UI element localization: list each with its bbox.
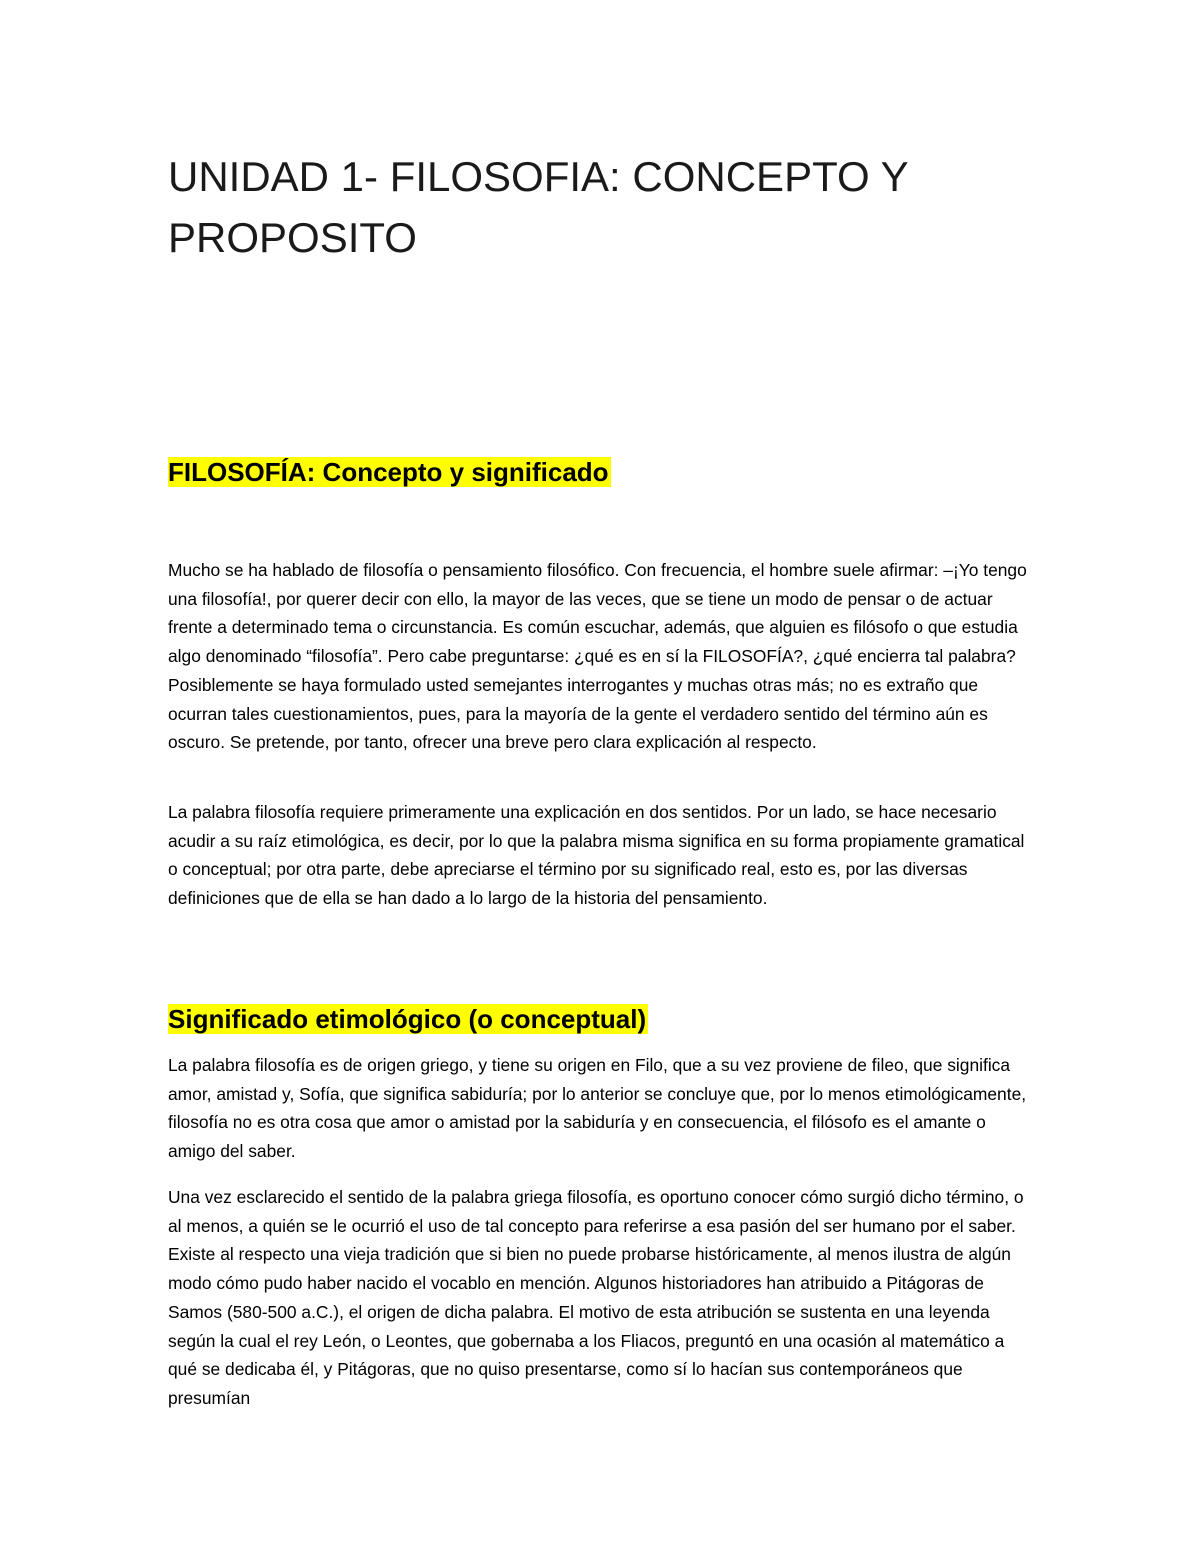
document-title-line-2: PROPOSITO xyxy=(168,214,417,261)
paragraph-pitagoras: Una vez esclarecido el sentido de la palabra griega filosofía, es oportuno conocer cómo surgió dicho término, o al menos, a quién se le ocurrió el uso de tal concepto para referirse a esa pasión del ser humano por el saber. Existe al respecto una vieja tradición que si bien no puede probarse históricamente, al menos ilustra de algún modo cómo pudo haber nacido el vocablo en mención. Algunos historiadores han atribuido a Pitágoras de Samos (580-500 a.C.), el origen de dicha palabra. El motivo de esta atribución se sustenta en una leyenda según la cual el rey León, o Leontes, que gobernaba a los Fliacos, preguntó en una ocasión al matemático a qué se dedicaba él, y Pitágoras, que no quiso presentarse, como sí lo hacían sus contemporáneos que presumían xyxy=(168,1187,1024,1408)
paragraph-origen-griego: La palabra filosofía es de origen griego, y tiene su origen en Filo, que a su vez proviene de fileo, que significa amor, amistad y, Sofía, que significa sabiduría; por lo anterior se concluye que, por lo menos etimológicamente, filosofía no es otra cosa que amor o amistad por la sabiduría y en consecuencia, el filósofo es el amante o amigo del saber. xyxy=(168,1055,1027,1162)
paragraph-intro: Mucho se ha hablado de filosofía o pensamiento filosófico. Con frecuencia, el hombre suele afirmar: –¡Yo tengo una filosofía!, por querer decir con ello, la mayor de las veces, que se tiene un modo de pensar o de actuar frente a determinado tema o circunstancia. Es común escuchar, además, que alguien es filósofo o que estudia algo denominado “filosofía”. Pero cabe preguntarse: ¿qué es en sí la FILOSOFÍA?, ¿qué encierra tal palabra? Posiblemente se haya formulado usted semejantes interrogantes y muchas otras más; no es extraño que ocurran tales cuestionamientos, pues, para la mayoría de la gente el verdadero sentido del término aún es oscuro. Se pretende, por tanto, ofrecer una breve pero clara explicación al respecto. xyxy=(168,560,1027,753)
document-title xyxy=(168,146,1028,268)
paragraph-dos-sentidos: La palabra filosofía requiere primeramente una explicación en dos sentidos. Por un lado, se hace necesario acudir a su raíz etimológica, es decir, por lo que la palabra misma significa en su forma propiamente gramatical o conceptual; por otra parte, debe apreciarse el término por su significado real, esto es, por las diversas definiciones que de ella se han dado a lo largo de la historia del pensamiento. xyxy=(168,802,1025,909)
document-title-line-1: UNIDAD 1- FILOSOFIA: CONCEPTO Y xyxy=(168,153,909,200)
highlighted-heading-text: FILOSOFÍA: Concepto y significado xyxy=(168,457,609,487)
highlighted-heading-text: Significado etimológico (o conceptual) xyxy=(168,1004,647,1034)
section-heading-concepto xyxy=(168,455,611,489)
section-heading-etimologico xyxy=(168,1002,648,1036)
